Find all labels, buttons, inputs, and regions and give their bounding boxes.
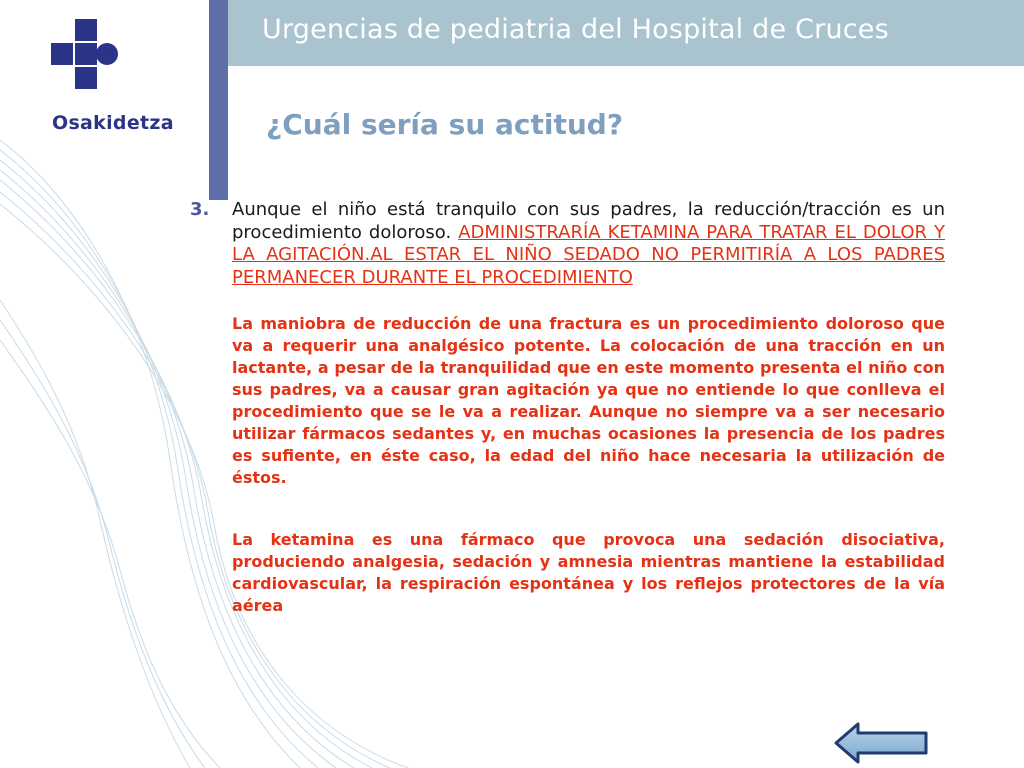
item-number: 3. bbox=[190, 199, 210, 220]
selected-answer: ADMINISTRARÍA KETAMINA PARA TRATAR EL DOLOR Y LA AGITACIÓN.AL ESTAR EL NIÑO SEDADO NO PERMITIRÍA A LOS PADRES PERMANECER DURANTE EL PROCEDIMIENTO bbox=[232, 221, 945, 288]
brand-name: Osakidetza bbox=[52, 112, 174, 134]
explanation-paragraph-1: La maniobra de reducción de una fractura es un procedimiento doloroso que va a requerir una analgésico potente. La colocación de una tracción en un lactante, a pesar de la tranquilidad que en este momento presenta el niño con sus padres, va a causar gran agitación ya que no entiende lo que conlleva el procedimiento que se le va a realizar. Aunque no siempre va a ser necesario utilizar fármacos sedantes y, en muchas ocasiones la presencia de los padres es sufiente, en éste caso, la edad del niño hace necesaria la utilización de éstos. bbox=[232, 314, 945, 487]
accent-vertical-bar bbox=[209, 0, 228, 200]
osakidetza-logo-icon bbox=[51, 19, 121, 91]
slide-title: ¿Cuál sería su actitud? bbox=[266, 108, 624, 141]
left-arrow-icon[interactable] bbox=[836, 724, 926, 762]
header-title: Urgencias de pediatria del Hospital de Cruces bbox=[262, 14, 889, 45]
question-statement bbox=[232, 199, 945, 289]
explanation-paragraph-2: La ketamina es una fármaco que provoca una sedación disociativa, produciendo analgesia, sedación y amnesia mientras mantiene la estabilidad cardiovascular, la respiración espontánea y los reflejos protectores de la vía aérea bbox=[232, 530, 945, 615]
slide-content bbox=[232, 199, 945, 617]
statement-text: Aunque el niño está tranquilo con sus padres, la reducción/tracción es un procedimiento doloroso. bbox=[232, 199, 945, 243]
back-arrow-button[interactable] bbox=[834, 722, 930, 764]
